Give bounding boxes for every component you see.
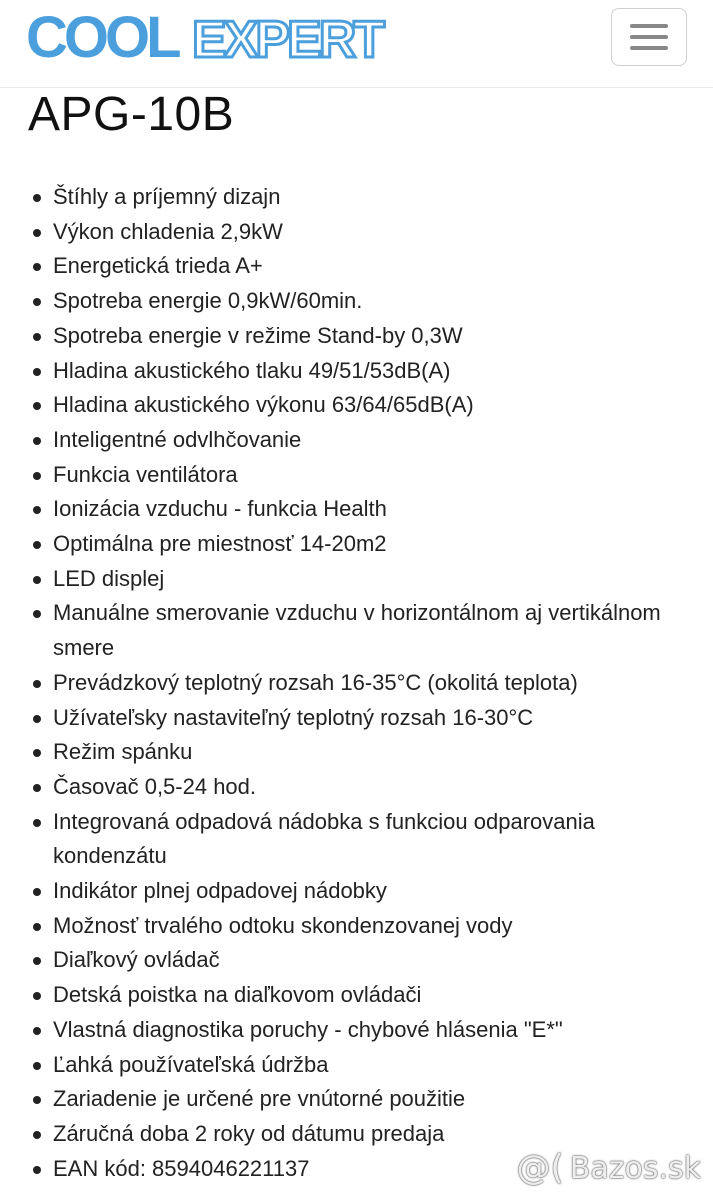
coolexpert-logo[interactable] bbox=[26, 10, 406, 66]
feature-item: Užívateľsky nastaviteľný teplotný rozsah 16-30°C bbox=[0, 701, 713, 736]
feature-item: Inteligentné odvlhčovanie bbox=[0, 423, 713, 458]
feature-item: Detská poistka na diaľkovom ovládači bbox=[0, 978, 713, 1013]
feature-list bbox=[0, 180, 713, 1186]
feature-item: Manuálne smerovanie vzduchu v horizontálnom aj vertikálnom smere bbox=[0, 596, 713, 665]
feature-item: Spotreba energie v režime Stand-by 0,3W bbox=[0, 319, 713, 354]
menu-bar bbox=[630, 35, 668, 39]
feature-item: Výkon chladenia 2,9kW bbox=[0, 215, 713, 250]
feature-item: Diaľkový ovládač bbox=[0, 943, 713, 978]
feature-item: Ľahká používateľská údržba bbox=[0, 1048, 713, 1083]
hamburger-menu-button[interactable] bbox=[611, 8, 687, 66]
bazos-watermark bbox=[516, 1148, 701, 1188]
feature-item: Vlastná diagnostika poruchy - chybové hlásenia "E*" bbox=[0, 1013, 713, 1048]
svg-text:COOL: COOL bbox=[26, 10, 178, 66]
site-header bbox=[0, 0, 713, 88]
feature-item: Zariadenie je určené pre vnútorné použitie bbox=[0, 1082, 713, 1117]
feature-item: Možnosť trvalého odtoku skondenzovanej vody bbox=[0, 909, 713, 944]
feature-item: Indikátor plnej odpadovej nádobky bbox=[0, 874, 713, 909]
feature-item: EAN kód: 8594046221137 bbox=[0, 1152, 713, 1187]
feature-item: Spotreba energie 0,9kW/60min. bbox=[0, 284, 713, 319]
feature-item: Záručná doba 2 roky od dátumu predaja bbox=[0, 1117, 713, 1152]
feature-item: Štíhly a príjemný dizajn bbox=[0, 180, 713, 215]
menu-bar bbox=[630, 46, 668, 50]
product-title: APG-10B bbox=[28, 88, 235, 141]
feature-item: Časovač 0,5-24 hod. bbox=[0, 770, 713, 805]
watermark-text: Bazos.sk bbox=[569, 1150, 701, 1186]
svg-text:EXPERT: EXPERT bbox=[192, 11, 383, 66]
feature-item: Hladina akustického tlaku 49/51/53dB(A) bbox=[0, 354, 713, 389]
logo-graphic bbox=[26, 10, 406, 66]
feature-item: Prevádzkový teplotný rozsah 16-35°C (okolitá teplota) bbox=[0, 666, 713, 701]
feature-item: Integrovaná odpadová nádobka s funkciou odparovania kondenzátu bbox=[0, 805, 713, 874]
feature-item: Režim spánku bbox=[0, 735, 713, 770]
feature-item: Optimálna pre miestnosť 14-20m2 bbox=[0, 527, 713, 562]
feature-item: Ionizácia vzduchu - funkcia Health bbox=[0, 492, 713, 527]
feature-item: LED displej bbox=[0, 562, 713, 597]
feature-item: Hladina akustického výkonu 63/64/65dB(A) bbox=[0, 388, 713, 423]
watermark-symbol: @( bbox=[516, 1148, 564, 1188]
feature-item: Energetická trieda A+ bbox=[0, 249, 713, 284]
menu-bar bbox=[630, 24, 668, 28]
feature-item: Funkcia ventilátora bbox=[0, 458, 713, 493]
